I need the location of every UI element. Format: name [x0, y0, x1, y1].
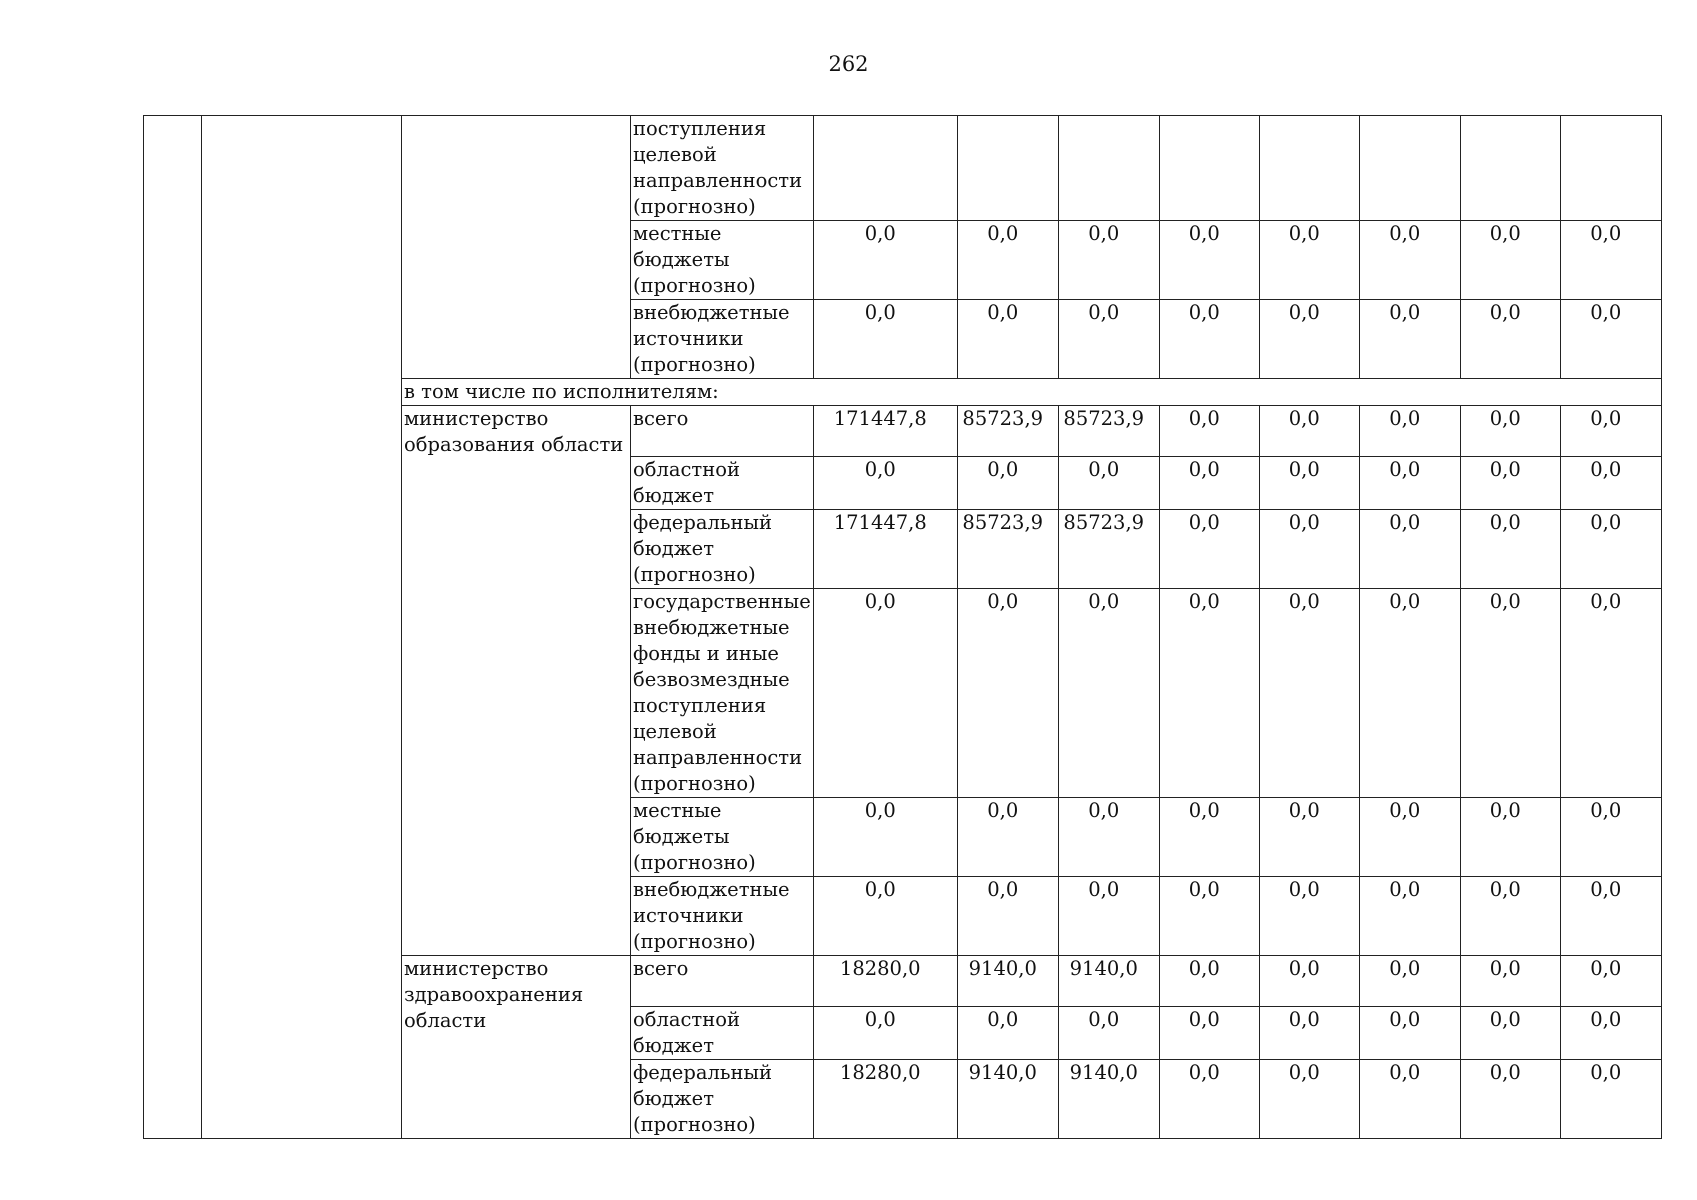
funding-source-cell: внебюджетные источники (прогнозно) [631, 877, 814, 956]
table-row [144, 116, 1662, 221]
value-cell: 85723,9 [1058, 510, 1159, 589]
value-cell: 0,0 [1259, 798, 1359, 877]
value-cell: 0,0 [1359, 589, 1460, 798]
value-cell [1359, 116, 1460, 221]
value-cell: 0,0 [1460, 589, 1560, 798]
value-cell: 0,0 [1159, 510, 1259, 589]
value-cell: 171447,8 [813, 406, 957, 457]
value-cell: 0,0 [1159, 1060, 1259, 1139]
value-cell [1460, 116, 1560, 221]
value-cell: 0,0 [1560, 300, 1661, 379]
value-cell: 0,0 [813, 300, 957, 379]
value-cell: 0,0 [1460, 221, 1560, 300]
value-cell: 0,0 [1259, 510, 1359, 589]
value-cell: 0,0 [813, 877, 957, 956]
value-cell: 85723,9 [957, 510, 1058, 589]
value-cell: 171447,8 [813, 510, 957, 589]
value-cell: 9140,0 [957, 1060, 1058, 1139]
funding-source-cell: всего [631, 956, 814, 1007]
funding-source-cell: областной бюджет [631, 457, 814, 510]
value-cell: 0,0 [957, 798, 1058, 877]
value-cell: 0,0 [1159, 221, 1259, 300]
value-cell: 0,0 [1359, 221, 1460, 300]
value-cell: 0,0 [1460, 1007, 1560, 1060]
value-cell: 0,0 [1058, 300, 1159, 379]
value-cell: 0,0 [1460, 406, 1560, 457]
value-cell: 85723,9 [1058, 406, 1159, 457]
value-cell: 0,0 [1259, 956, 1359, 1007]
value-cell: 0,0 [1259, 1007, 1359, 1060]
value-cell: 0,0 [1058, 589, 1159, 798]
value-cell: 0,0 [1058, 877, 1159, 956]
value-cell: 0,0 [957, 1007, 1058, 1060]
value-cell: 0,0 [957, 877, 1058, 956]
value-cell: 0,0 [1359, 300, 1460, 379]
value-cell [1159, 116, 1259, 221]
funding-source-cell: всего [631, 406, 814, 457]
value-cell: 0,0 [1560, 877, 1661, 956]
value-cell [957, 116, 1058, 221]
funding-source-cell: федеральный бюджет (прогнозно) [631, 510, 814, 589]
value-cell: 0,0 [1159, 589, 1259, 798]
value-cell: 0,0 [813, 457, 957, 510]
value-cell: 0,0 [957, 589, 1058, 798]
value-cell: 0,0 [1560, 457, 1661, 510]
value-cell [1560, 116, 1661, 221]
value-cell: 18280,0 [813, 1060, 957, 1139]
value-cell: 0,0 [1560, 798, 1661, 877]
executor-name-cell: министерство образования области [402, 406, 631, 956]
value-cell: 9140,0 [1058, 956, 1159, 1007]
value-cell: 0,0 [1159, 300, 1259, 379]
value-cell: 0,0 [1460, 1060, 1560, 1139]
value-cell: 0,0 [1460, 877, 1560, 956]
value-cell: 0,0 [1058, 457, 1159, 510]
value-cell: 0,0 [1460, 510, 1560, 589]
value-cell: 0,0 [1359, 406, 1460, 457]
value-cell: 0,0 [957, 300, 1058, 379]
value-cell: 0,0 [1159, 457, 1259, 510]
value-cell: 0,0 [1359, 877, 1460, 956]
value-cell: 0,0 [957, 221, 1058, 300]
value-cell: 0,0 [813, 798, 957, 877]
value-cell: 85723,9 [957, 406, 1058, 457]
value-cell: 18280,0 [813, 956, 957, 1007]
value-cell: 0,0 [1259, 1060, 1359, 1139]
value-cell: 9140,0 [1058, 1060, 1159, 1139]
value-cell: 0,0 [1259, 300, 1359, 379]
value-cell: 0,0 [1460, 798, 1560, 877]
funding-source-cell: государственные внебюджетные фонды и иные безвозмездные поступления целевой направленности (прогнозно) [631, 589, 814, 798]
value-cell: 0,0 [1259, 221, 1359, 300]
funding-source-cell: федеральный бюджет (прогнозно) [631, 1060, 814, 1139]
value-cell: 0,0 [1560, 956, 1661, 1007]
executor-cell [402, 116, 631, 379]
value-cell: 0,0 [1259, 406, 1359, 457]
budget-table [143, 115, 1662, 1139]
value-cell: 0,0 [1359, 1060, 1460, 1139]
value-cell: 0,0 [1259, 457, 1359, 510]
value-cell: 0,0 [1560, 221, 1661, 300]
funding-source-cell: местные бюджеты (прогнозно) [631, 798, 814, 877]
executor-name-cell: министерство здравоохранения области [402, 956, 631, 1139]
page-number: 262 [828, 52, 869, 76]
value-cell: 0,0 [1460, 457, 1560, 510]
value-cell: 0,0 [1359, 798, 1460, 877]
value-cell: 0,0 [957, 457, 1058, 510]
value-cell: 0,0 [1460, 300, 1560, 379]
value-cell: 0,0 [1460, 956, 1560, 1007]
value-cell: 0,0 [1560, 510, 1661, 589]
value-cell: 0,0 [1359, 1007, 1460, 1060]
measure-name-cell [202, 116, 402, 1139]
value-cell: 0,0 [1058, 1007, 1159, 1060]
value-cell [1058, 116, 1159, 221]
value-cell: 0,0 [1560, 1060, 1661, 1139]
value-cell: 0,0 [1159, 1007, 1259, 1060]
value-cell: 0,0 [1560, 589, 1661, 798]
value-cell: 0,0 [1259, 877, 1359, 956]
value-cell: 0,0 [1159, 798, 1259, 877]
value-cell [813, 116, 957, 221]
value-cell: 0,0 [1259, 589, 1359, 798]
value-cell: 0,0 [813, 589, 957, 798]
value-cell: 0,0 [1058, 798, 1159, 877]
value-cell: 0,0 [1058, 221, 1159, 300]
value-cell: 0,0 [813, 1007, 957, 1060]
funding-source-cell: местные бюджеты (прогнозно) [631, 221, 814, 300]
executors-heading: в том числе по исполнителям: [402, 379, 1662, 406]
value-cell: 0,0 [813, 221, 957, 300]
funding-source-cell: поступления целевой направленности (прогнозно) [631, 116, 814, 221]
funding-source-cell: внебюджетные источники (прогнозно) [631, 300, 814, 379]
value-cell: 0,0 [1159, 406, 1259, 457]
value-cell: 0,0 [1560, 1007, 1661, 1060]
value-cell: 0,0 [1359, 457, 1460, 510]
value-cell: 0,0 [1159, 877, 1259, 956]
value-cell [1259, 116, 1359, 221]
value-cell: 0,0 [1359, 956, 1460, 1007]
number-cell [144, 116, 202, 1139]
value-cell: 0,0 [1159, 956, 1259, 1007]
value-cell: 9140,0 [957, 956, 1058, 1007]
funding-source-cell: областной бюджет [631, 1007, 814, 1060]
value-cell: 0,0 [1560, 406, 1661, 457]
value-cell: 0,0 [1359, 510, 1460, 589]
